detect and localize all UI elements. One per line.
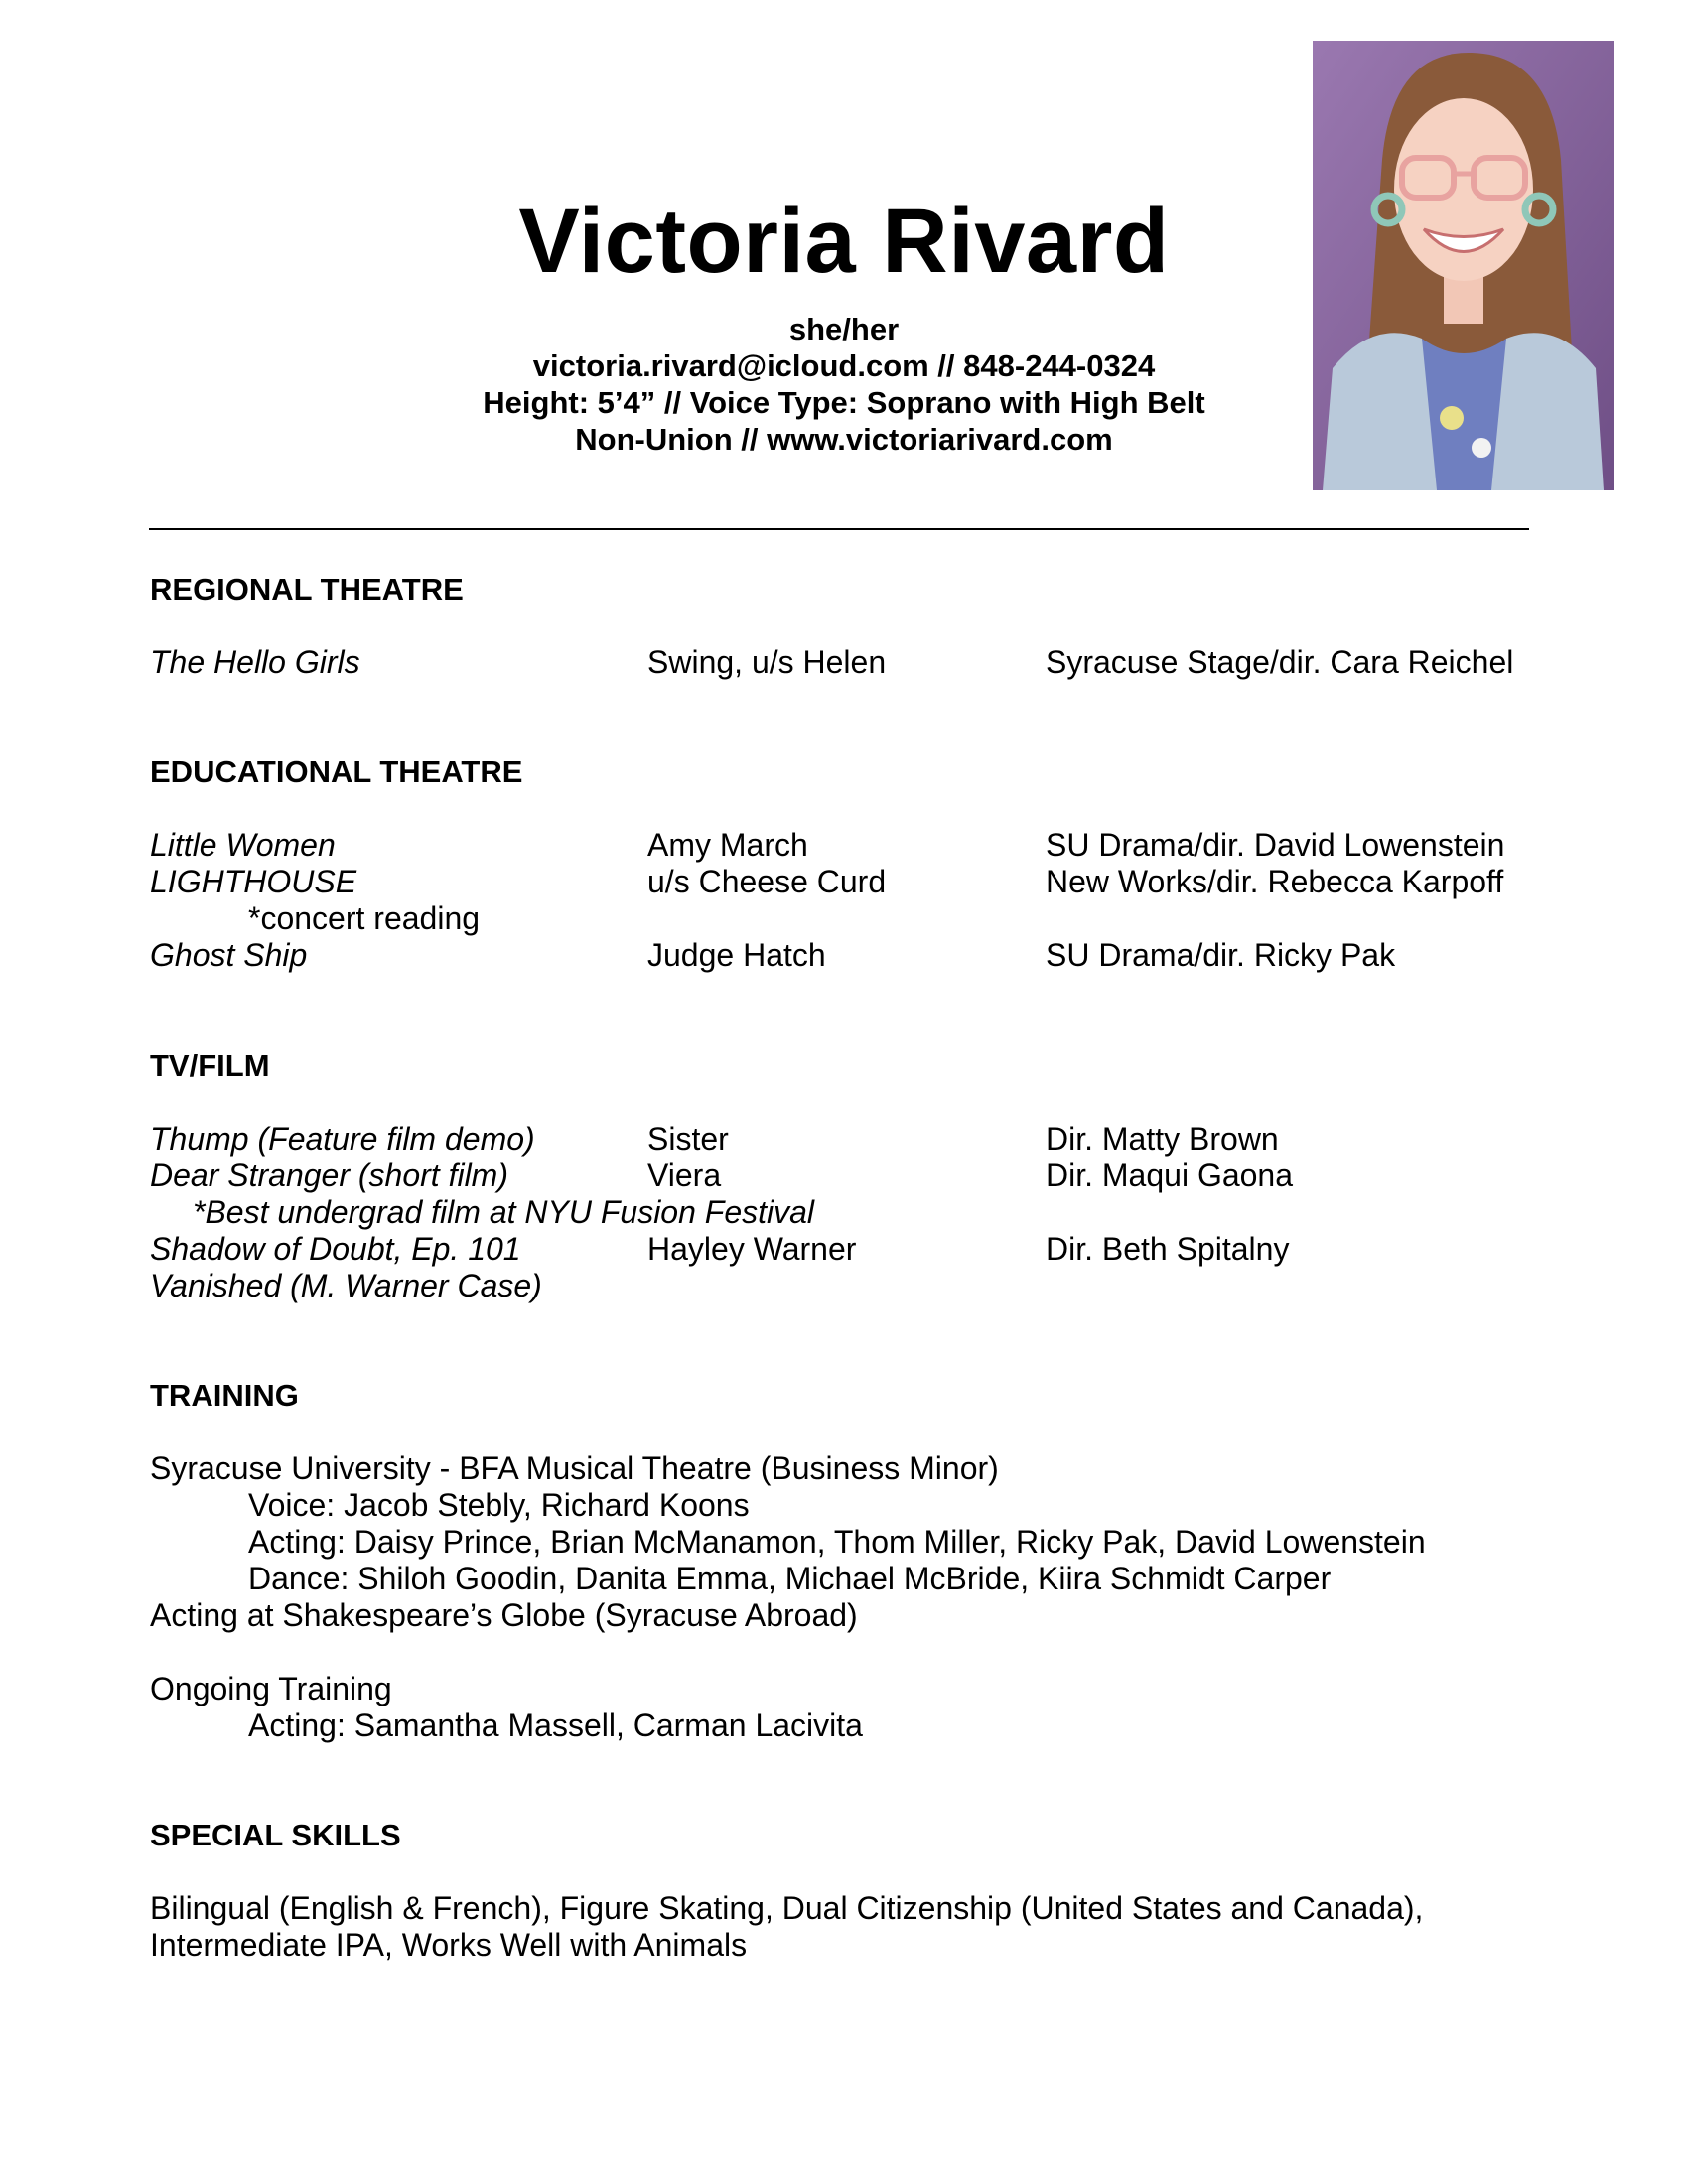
regional-row-title: The Hello Girls bbox=[150, 644, 360, 680]
concert-reading-note: *concert reading bbox=[248, 900, 481, 936]
email-phone: victoria.rivard@icloud.com // 848-244-0324 bbox=[532, 348, 1156, 383]
header-divider bbox=[149, 528, 1529, 530]
film-row-director: Dir. Beth Spitalny bbox=[1046, 1231, 1290, 1267]
skills-line-1: Bilingual (English & French), Figure Skating, Dual Citizenship (United States and Canada), bbox=[150, 1890, 1424, 1926]
educational-row-company: SU Drama/dir. David Lowenstein bbox=[1046, 827, 1505, 863]
tv-film-heading: TV/FILM bbox=[150, 1048, 270, 1083]
educational-row-title: LIGHTHOUSE bbox=[150, 864, 357, 899]
training-heading: TRAINING bbox=[150, 1378, 299, 1413]
educational-theatre-heading: EDUCATIONAL THEATRE bbox=[150, 754, 523, 789]
ongoing-training: Ongoing Training bbox=[150, 1671, 392, 1706]
film-row-subtitle: Vanished (M. Warner Case) bbox=[150, 1268, 542, 1303]
educational-row-role: Amy March bbox=[647, 827, 808, 863]
training-dance: Dance: Shiloh Goodin, Danita Emma, Michael McBride, Kiira Schmidt Carper bbox=[248, 1561, 1332, 1596]
regional-theatre-heading: REGIONAL THEATRE bbox=[150, 572, 464, 607]
height-voice: Height: 5’4” // Voice Type: Soprano with High Belt bbox=[483, 385, 1205, 420]
film-row-director: Dir. Matty Brown bbox=[1046, 1121, 1279, 1157]
regional-row-role: Swing, u/s Helen bbox=[647, 644, 887, 680]
educational-row-role: Judge Hatch bbox=[647, 937, 826, 973]
educational-row-role: u/s Cheese Curd bbox=[647, 864, 887, 899]
film-row-role: Hayley Warner bbox=[647, 1231, 857, 1267]
training-globe: Acting at Shakespeare’s Globe (Syracuse Abroad) bbox=[150, 1597, 858, 1633]
film-award-note: *Best undergrad film at NYU Fusion Festival bbox=[193, 1194, 815, 1230]
film-row-role: Sister bbox=[647, 1121, 729, 1157]
training-acting: Acting: Daisy Prince, Brian McManamon, Thom Miller, Ricky Pak, David Lowenstein bbox=[248, 1524, 1426, 1560]
educational-row-company: New Works/dir. Rebecca Karpoff bbox=[1046, 864, 1504, 899]
ongoing-acting: Acting: Samantha Massell, Carman Lacivita bbox=[248, 1707, 863, 1743]
special-skills-heading: SPECIAL SKILLS bbox=[150, 1818, 401, 1852]
film-row-role: Viera bbox=[647, 1158, 722, 1193]
training-voice: Voice: Jacob Stebly, Richard Koons bbox=[248, 1487, 750, 1523]
pronouns: she/her bbox=[788, 312, 900, 346]
headshot-icon bbox=[1313, 41, 1614, 490]
film-row-director: Dir. Maqui Gaona bbox=[1046, 1158, 1294, 1193]
regional-row-company: Syracuse Stage/dir. Cara Reichel bbox=[1046, 644, 1514, 680]
name-heading: Victoria Rivard bbox=[518, 191, 1170, 292]
film-row-title: Dear Stranger (short film) bbox=[150, 1158, 508, 1193]
educational-row-company: SU Drama/dir. Ricky Pak bbox=[1046, 937, 1396, 973]
educational-row-title: Little Women bbox=[150, 827, 336, 863]
educational-row-title: Ghost Ship bbox=[150, 937, 308, 973]
film-row-title: Shadow of Doubt, Ep. 101 bbox=[150, 1231, 521, 1267]
training-school: Syracuse University - BFA Musical Theatre (Business Minor) bbox=[150, 1450, 999, 1486]
union-website: Non-Union // www.victoriarivard.com bbox=[575, 422, 1113, 457]
skills-line-2: Intermediate IPA, Works Well with Animals bbox=[150, 1927, 748, 1963]
film-row-title: Thump (Feature film demo) bbox=[150, 1121, 535, 1157]
headshot-photo bbox=[1313, 41, 1614, 490]
